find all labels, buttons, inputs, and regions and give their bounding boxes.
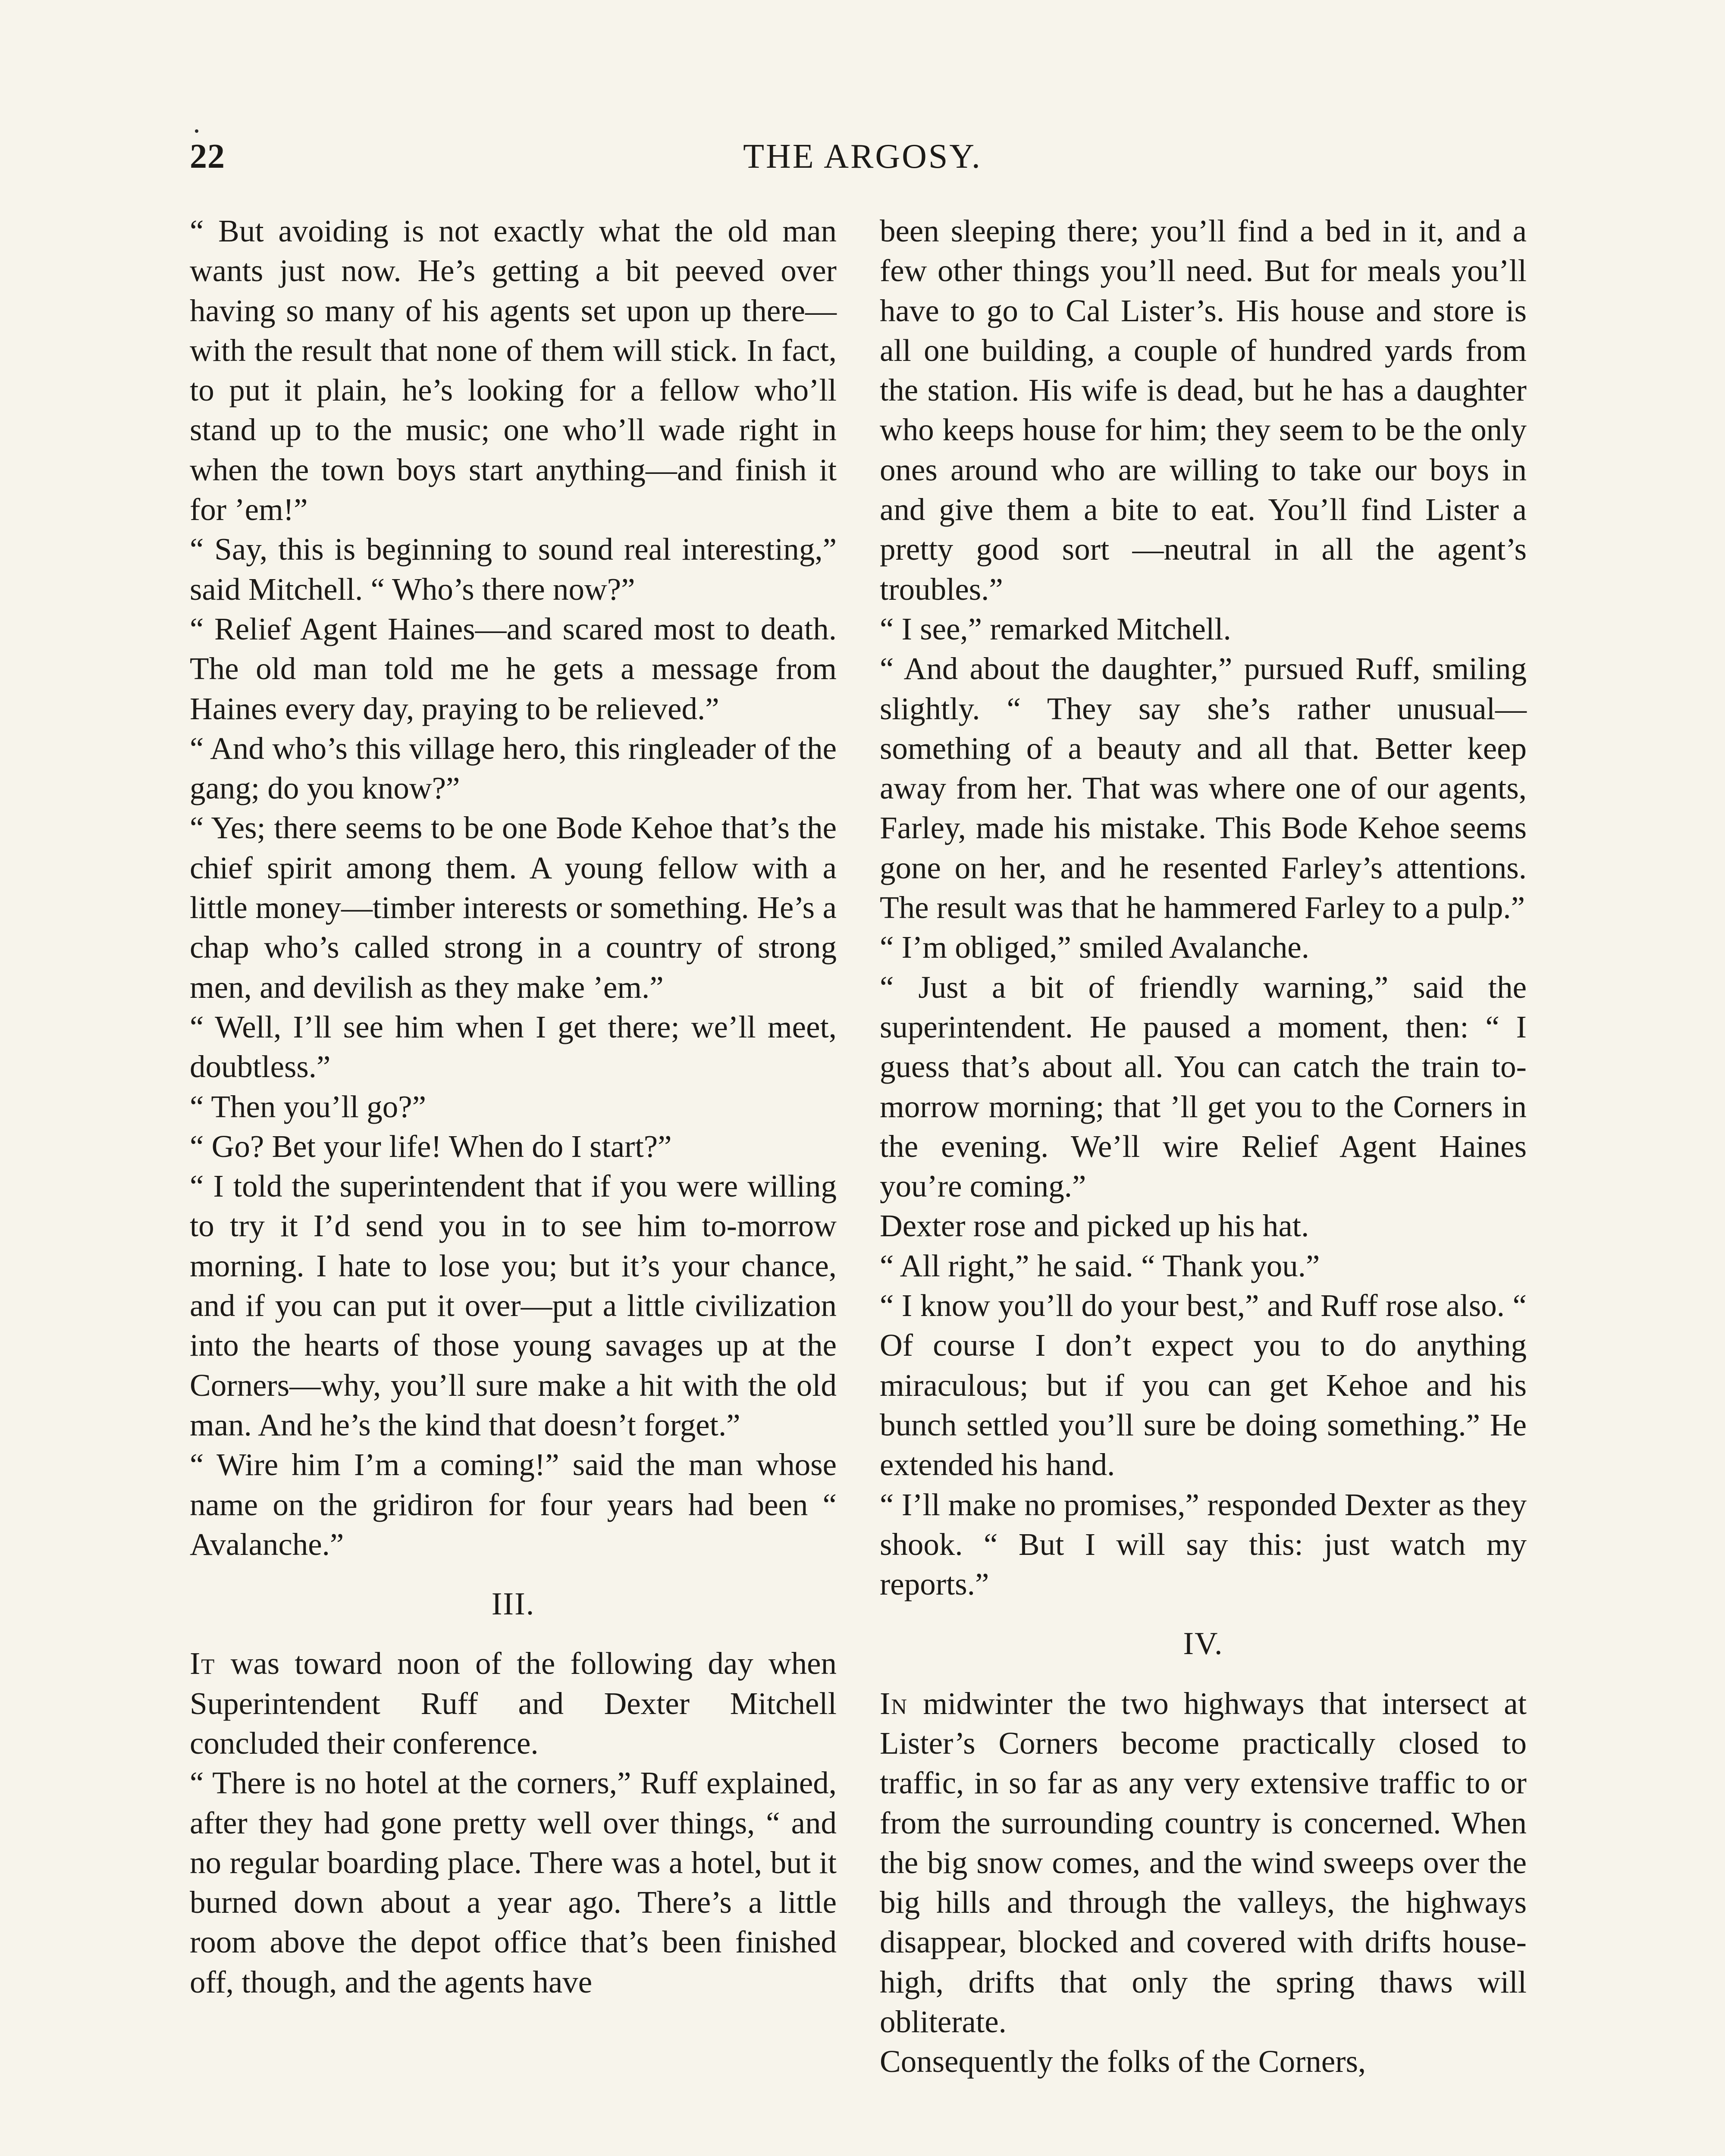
section-opening-paragraph [880,1684,1527,2042]
paragraph: “ I know you’ll do your best,” and Ruff rose also. “ Of course I don’t expect you to do anything miraculous; but if you can get Kehoe and his bunch settled you’ll sure be doing something.” He extended his hand. [880,1288,1527,1482]
right-column [880,211,1527,2082]
paragraph: “ I see,” remarked Mitchell. [880,611,1231,646]
paragraph: “ There is no hotel at the corners,” Ruff explained, after they had gone pretty well over things, “ and no regular boarding place. There was a hotel, but it burned down about a year ago. There’s a little room above the depot office that’s been finished off, though, and the agents have [190,1765,837,1999]
paragraph: Consequently the folks of the Corners, [880,2044,1366,2079]
paragraph: “ Go? Bet your life! When do I start?” [190,1128,672,1164]
paragraph: Dexter rose and picked up his hat. [880,1208,1309,1244]
section-lead-word: In [880,1686,908,1721]
paragraph: “ Wire him I’m a coming!” said the man whose name on the gridiron for four years had been “ Avalanche.” [190,1447,837,1562]
section-lead-word: It [190,1646,216,1681]
paragraph: “ Then you’ll go?” [190,1089,426,1124]
paragraph: “ Well, I’ll see him when I get there; we’ll meet, doubtless.” [190,1009,837,1084]
paragraph: “ And who’s this village hero, this ringleader of the gang; do you know?” [190,730,837,806]
paragraph: “ Say, this is beginning to sound real interesting,” said Mitchell. “ Who’s there now?” [190,532,837,607]
section-opening-text: was toward noon of the following day when Superintendent Ruff and Dexter Mitchell concluded their conference. [190,1646,837,1761]
paragraph: “ Yes; there seems to be one Bode Kehoe that’s the chief spirit among them. A young fellow with a little money—timber interests or something. He’s a chap who’s called strong in a country of strong men, and devilish as they make ’em.” [190,810,837,1005]
paragraph: “ I’ll make no promises,” responded Dexter as they shook. “ But I will say this: just watch my reports.” [880,1487,1527,1602]
page-header [190,137,1535,189]
ink-speck [195,129,198,133]
paragraph: “ And about the daughter,” pursued Ruff, smiling slightly. “ They say she’s rather unusual—something of a beauty and all that. Better keep away from her. That was where one of our agents, Farley, made his mistake. This Bode Kehoe seems gone on her, and he resented Farley’s attentions. The result was that he hammered Farley to a pulp.” [880,651,1527,925]
paragraph: “ I told the superintendent that if you were willing to try it I’d send you in to see him to-morrow morning. I hate to lose you; but it’s your chance, and if you can put it over—put a little civilization into the hearts of those young savages up at the Corners—why, you’ll sure make a hit with the old man. And he’s the kind that doesn’t forget.” [190,1169,837,1442]
paragraph: “ Relief Agent Haines—and scared most to death. The old man told me he gets a message from Haines every day, praying to be relieved.” [190,611,837,726]
left-column [190,211,837,2002]
running-title: THE ARGOSY. [743,138,982,175]
section-opening-text: midwinter the two highways that intersect at Lister’s Corners become practically closed to traffic, in so far as any very extensive traffic to or from the surrounding country is concerned. When the big snow comes, and the wind sweeps over the big hills and through the valleys, the highways disappear, blocked and covered with drifts house-high, drifts that only the spring thaws will obliterate. [880,1686,1527,2040]
paragraph: been sleeping there; you’ll find a bed in it, and a few other things you’ll need. But for meals you’ll have to go to Cal Lister’s. His house and store is all one building, a couple of hundred yards from the station. His wife is dead, but he has a daughter who keeps house for him; they seem to be the only ones around who are willing to take our boys in and give them a bite to eat. You’ll find Lister a pretty good sort —neutral in all the agent’s troubles.” [880,213,1527,607]
paragraph: “ All right,” he said. “ Thank you.” [880,1248,1320,1283]
paragraph: “ But avoiding is not exactly what the old man wants just now. He’s getting a bit peeved over having so many of his agents set upon up there—with the result that none of them will stick. In fact, to put it plain, he’s looking for a fellow who’ll stand up to the music; one who’ll wade right in when the town boys start anything—and finish it for ’em!” [190,213,837,527]
paragraph: “ I’m obliged,” smiled Avalanche. [880,930,1309,965]
section-heading: IV. [1183,1626,1223,1662]
section-heading: III. [491,1586,535,1622]
page-number: 22 [190,138,225,175]
section-opening-paragraph [190,1644,837,1763]
paragraph: “ Just a bit of friendly warning,” said the superintendent. He paused a moment, then: “ I guess that’s about all. You can catch the train to-morrow morning; that ’ll get you to the Corners in the evening. We’ll wire Relief Agent Haines you’re coming.” [880,969,1527,1204]
